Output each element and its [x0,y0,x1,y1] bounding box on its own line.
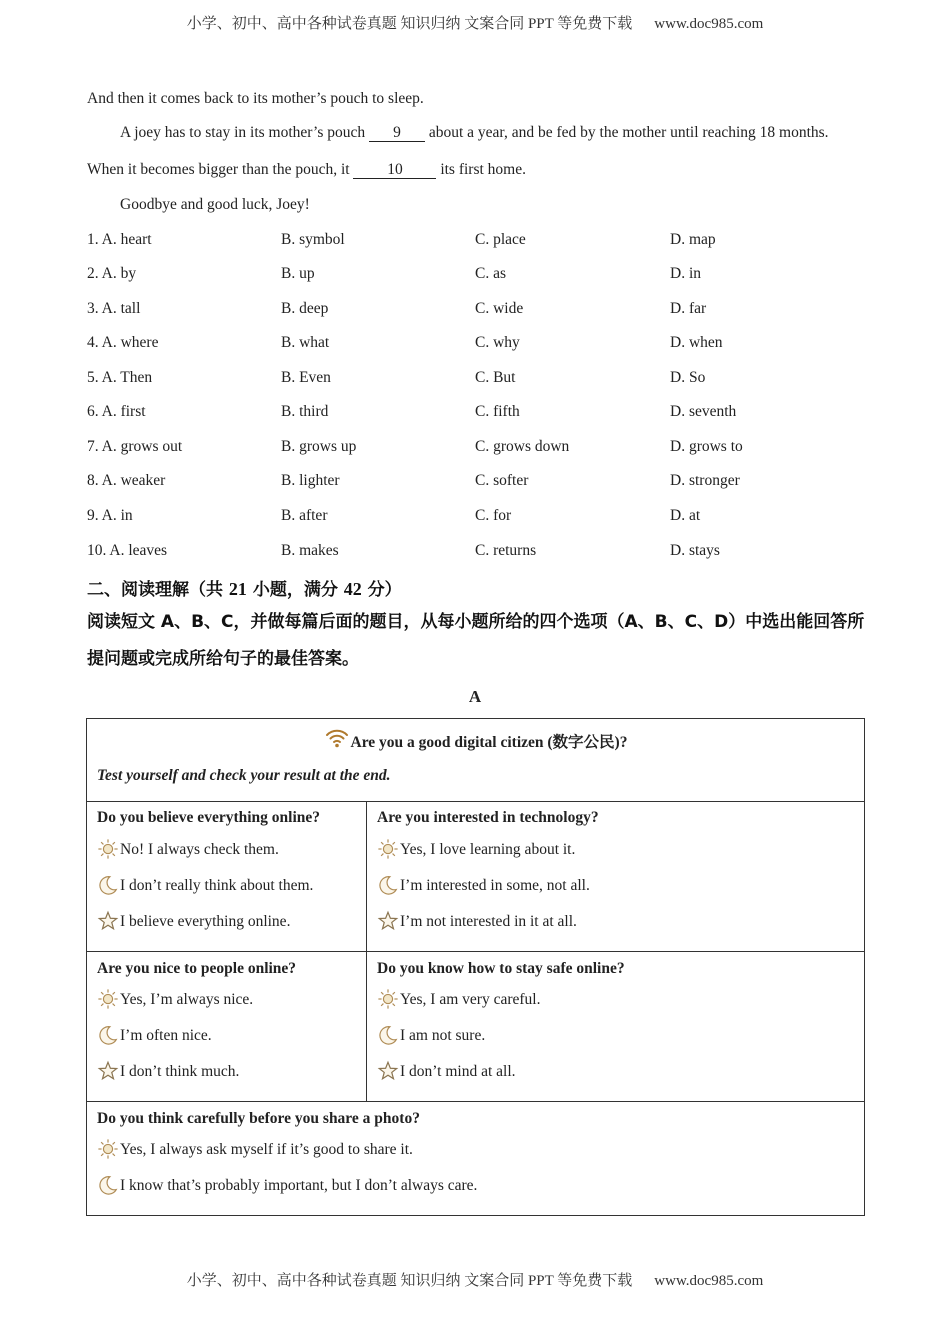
answer-option [97,991,296,1027]
answer-option [377,991,625,1027]
answer-text: I am not sure. [400,1027,486,1044]
answer-option [97,877,320,913]
passage-line-2-start: A joey has to stay in its mother’s pouch [120,124,369,141]
option-a: 4. A. where [87,334,159,351]
option-a: 10. A. leaves [87,542,168,559]
section-instruction: 阅读短文 A、B、C，并做每篇后面的题目，从每小题所给的四个选项（A、B、C、D）中选出能回答所提问题或完成所给句子的最佳答案。 [87,612,865,669]
answer-text: No! I always check them. [120,841,279,858]
divider [87,801,864,802]
passage-line-3-end: its first home. [436,161,526,178]
option-b: B. grows up [281,438,357,455]
answer-option [97,1141,477,1177]
passage-line-4: Goodbye and good luck, Joey! [120,196,310,213]
option-c: C. wide [475,300,524,317]
moon-icon [97,874,119,896]
quiz-title-text: Are you a good digital citizen (数字公民)? [350,734,628,751]
passage-line-3 [87,161,526,179]
page-header [0,12,950,33]
moon-icon [97,1174,119,1196]
answer-text: Yes, I am very careful. [400,991,541,1008]
option-d: D. So [670,369,706,386]
option-row [87,300,867,324]
question-text: Do you know how to stay safe online? [377,960,625,977]
header-site[interactable]: www.doc985.com [654,16,764,32]
option-d: D. in [670,265,701,282]
answer-option [97,1063,296,1099]
passage-line-3-start: When it becomes bigger than the pouch, it [87,161,354,178]
answer-option [97,1177,477,1213]
option-d: D. when [670,334,723,351]
star-icon [97,1060,119,1082]
page-footer [0,1269,950,1290]
option-a: 8. A. weaker [87,472,166,489]
option-d: D. seventh [670,403,737,420]
option-c: C. why [475,334,520,351]
passage-line-1: And then it comes back to its mother’s pouch to sleep. [87,90,424,107]
option-row [87,403,867,427]
divider [87,951,864,952]
option-b: B. up [281,265,315,282]
header-text: 小学、初中、高中各种试卷真题 知识归纳 文案合同 PPT 等免费下载 [186,16,633,32]
option-b: B. deep [281,300,329,317]
sun-icon [97,988,119,1010]
option-b: B. makes [281,542,339,559]
option-b: B. symbol [281,231,345,248]
answer-text: Yes, I’m always nice. [120,991,254,1008]
footer-text: 小学、初中、高中各种试卷真题 知识归纳 文案合同 PPT 等免费下载 [186,1273,633,1289]
option-row [87,231,867,255]
answer-text: I believe everything online. [120,913,291,930]
option-a: 5. A. Then [87,369,153,386]
option-d: D. map [670,231,716,248]
sun-icon [377,988,399,1010]
star-icon [377,910,399,932]
section-title [87,575,402,600]
quiz-table [86,718,865,1216]
option-row [87,438,867,462]
question-count: 21 [228,579,247,599]
answer-text: Yes, I love learning about it. [400,841,576,858]
option-c: C. grows down [475,438,570,455]
answer-text: I’m not interested in it at all. [400,913,577,930]
answer-option [97,913,320,949]
blank-10: 10 [353,162,436,179]
option-b: B. after [281,507,328,524]
moon-icon [377,874,399,896]
option-c: C. But [475,369,516,386]
option-row [87,265,867,289]
answer-text: I don’t really think about them. [120,877,314,894]
answer-text: I know that’s probably important, but I don’t always care. [120,1177,478,1194]
option-c: C. place [475,231,526,248]
question-text: Do you think carefully before you share a photo? [97,1110,420,1127]
sun-icon [97,838,119,860]
answer-text: I don’t think much. [120,1063,240,1080]
answer-option [377,1027,625,1063]
question-cell-4 [377,960,625,1099]
question-cell-1 [97,809,320,949]
option-row [87,472,867,496]
footer-site[interactable]: www.doc985.com [654,1273,764,1289]
option-c: C. returns [475,542,537,559]
answer-text: I don’t mind at all. [400,1063,516,1080]
passage-line-2-end: about a year, and be fed by the mother until reaching 18 months. [424,124,829,141]
option-c: C. softer [475,472,529,489]
sun-icon [97,1138,119,1160]
option-row [87,542,867,566]
answer-option [377,913,599,949]
answer-text: I’m interested in some, not all. [400,877,590,894]
star-icon [377,1060,399,1082]
question-cell-3 [97,960,296,1099]
option-b: B. third [281,403,329,420]
sun-icon [377,838,399,860]
section-title-part: 二、阅读理解（共 [87,580,229,600]
answer-text: Yes, I always ask myself if it’s good to share it. [120,1141,413,1158]
answer-text: I’m often nice. [120,1027,212,1044]
option-d: D. stays [670,542,720,559]
answer-option [97,1027,296,1063]
option-a: 9. A. in [87,507,133,524]
question-cell-2 [377,809,599,949]
passage-letter: A [468,687,482,706]
question-text: Are you nice to people online? [97,960,297,977]
answer-option [377,877,599,913]
star-icon [97,910,119,932]
option-d: D. grows to [670,438,743,455]
option-row [87,507,867,531]
total-score: 42 [343,579,362,599]
option-c: C. as [475,265,506,282]
passage-line-2 [120,124,829,142]
answer-option [377,1063,625,1099]
option-a: 1. A. heart [87,231,152,248]
wifi-icon [324,726,350,750]
option-row [87,369,867,393]
section-title-part: 分） [361,580,402,600]
option-b: B. Even [281,369,331,386]
question-text: Are you interested in technology? [377,809,599,826]
quiz-subtitle: Test yourself and check your result at the end. [97,767,391,784]
option-row [87,334,867,358]
moon-icon [377,1024,399,1046]
option-b: B. what [281,334,330,351]
answer-option [377,841,599,877]
option-a: 7. A. grows out [87,438,183,455]
option-a: 2. A. by [87,265,137,282]
section-title-part: 小题，满分 [246,580,344,600]
option-b: B. lighter [281,472,340,489]
divider [87,1101,864,1102]
option-d: D. at [670,507,701,524]
answer-option [97,841,320,877]
option-d: D. stronger [670,472,740,489]
quiz-title [87,730,864,754]
option-d: D. far [670,300,707,317]
column-divider [366,801,367,1101]
blank-9: 9 [369,125,425,142]
option-a: 3. A. tall [87,300,141,317]
question-cell-5 [97,1110,477,1213]
option-c: C. fifth [475,403,520,420]
option-c: C. for [475,507,512,524]
option-a: 6. A. first [87,403,146,420]
moon-icon [97,1024,119,1046]
question-text: Do you believe everything online? [97,809,321,826]
